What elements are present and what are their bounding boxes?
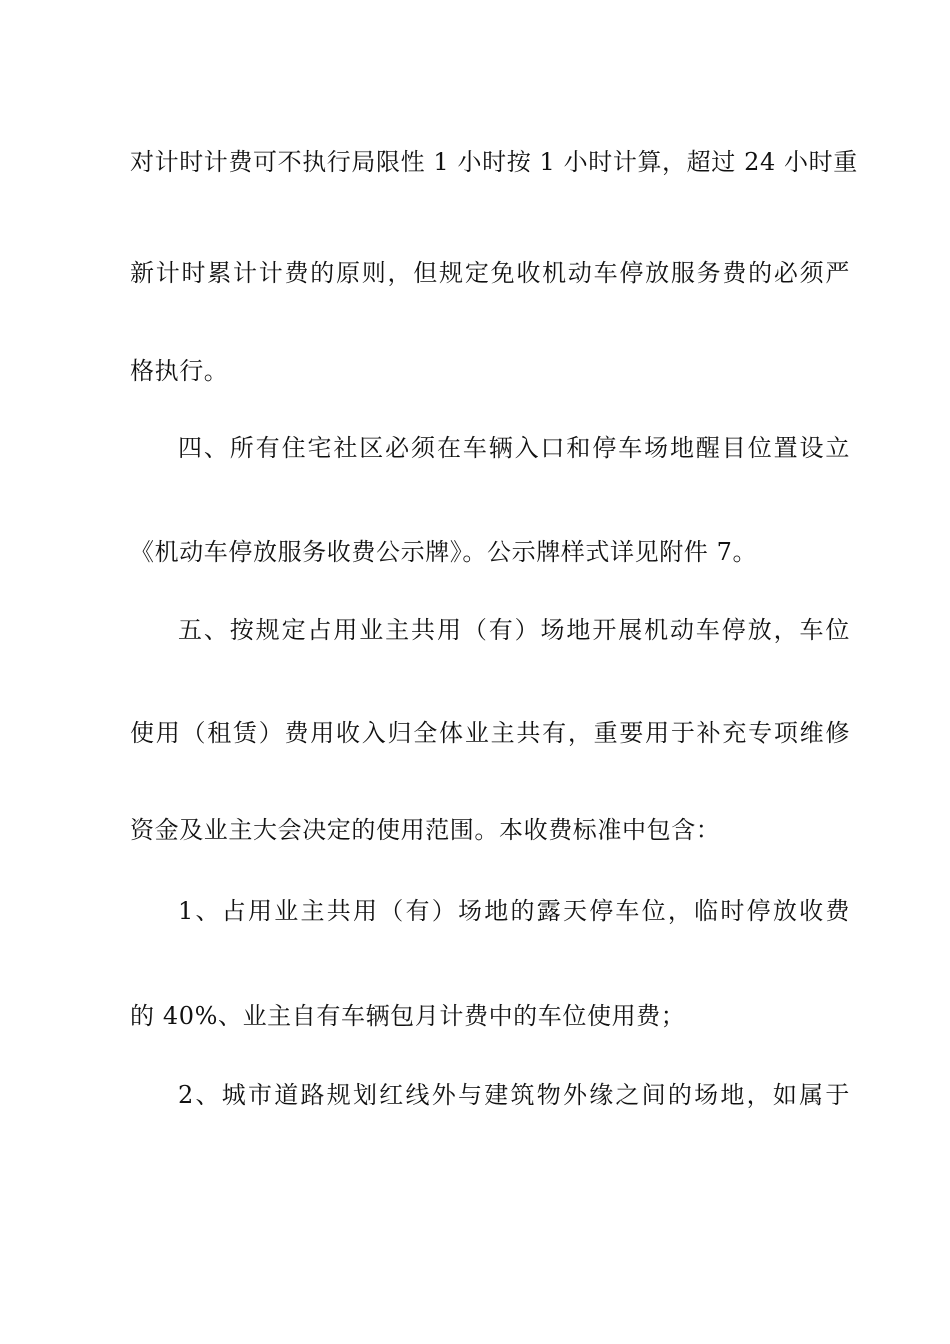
text-line-4: 四、所有住宅社区必须在车辆入口和停车场地醒目位置设立 [178,434,850,462]
text-line-2: 新计时累计计费的原则，但规定免收机动车停放服务费的必须严 [130,259,850,287]
text-line-5: 《机动车停放服务收费公示牌》。公示牌样式详见附件 7。 [130,538,758,566]
text-line-10: 的 40%、业主自有车辆包月计费中的车位使用费； [130,1002,686,1030]
text-line-3: 格执行。 [130,357,229,385]
text-line-9: 1、占用业主共用（有）场地的露天停车位，临时停放收费 [178,897,850,925]
text-line-7: 使用（租赁）费用收入归全体业主共有，重要用于补充专项维修 [130,719,850,747]
text-line-6: 五、按规定占用业主共用（有）场地开展机动车停放，车位 [178,616,850,644]
text-line-8: 资金及业主大会决定的使用范围。本收费标准中包含： [130,816,721,844]
text-line-1: 对计时计费可不执行局限性 1 小时按 1 小时计算，超过 24 小时重 [130,148,858,176]
text-line-11: 2、城市道路规划红线外与建筑物外缘之间的场地，如属于 [178,1081,850,1109]
